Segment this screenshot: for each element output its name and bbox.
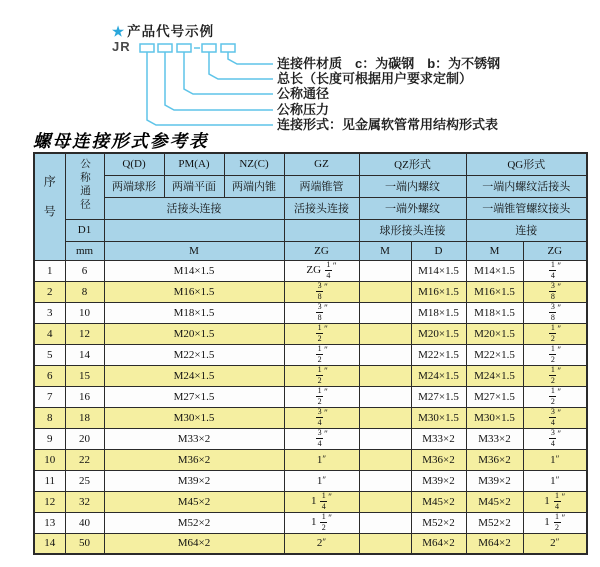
- cell-qg-m: M64×2: [466, 533, 523, 554]
- cell-qg-m: M22×1.5: [466, 344, 523, 365]
- cell-dn: 40: [65, 512, 104, 533]
- cell-qg-m: M20×1.5: [466, 323, 523, 344]
- table-row: [34, 491, 587, 512]
- cell-qg-zg: 1 $\frac{1}{4}$ ″: [523, 491, 587, 512]
- header-desc-gz: 两端锥管: [284, 175, 359, 197]
- callout-line: [147, 52, 273, 125]
- callout-line: [228, 52, 273, 64]
- cell-qg-m: M33×2: [466, 428, 523, 449]
- cell-no: 14: [34, 533, 65, 554]
- cell-qz-m: [359, 407, 411, 428]
- header-row-1: [34, 153, 587, 175]
- cell-qz-d: M52×2: [411, 512, 466, 533]
- cell-qg-zg: $\frac{3}{4}$ ″: [523, 407, 587, 428]
- cell-qz-m: [359, 512, 411, 533]
- cell-qg-zg: 1″: [523, 470, 587, 491]
- cell-dn: 25: [65, 470, 104, 491]
- header-row-4: [34, 219, 587, 241]
- star-icon: ★: [112, 24, 126, 39]
- header-xuhao: 序号: [34, 153, 65, 260]
- header-group-pm: PM(A): [164, 153, 224, 175]
- cell-qg-m: M45×2: [466, 491, 523, 512]
- header-gz-empty: [284, 219, 359, 241]
- cell-no: 8: [34, 407, 65, 428]
- table-row: [34, 428, 587, 449]
- callout-label-pressure: 公称压力: [277, 102, 330, 117]
- cell-no: 1: [34, 260, 65, 281]
- cell-m: M22×1.5: [104, 344, 284, 365]
- cell-qz-m: [359, 491, 411, 512]
- cell-m: M64×2: [104, 533, 284, 554]
- cell-gz: ZG $\frac{1}{4}$ ″: [284, 260, 359, 281]
- cell-dn: 8: [65, 281, 104, 302]
- cell-no: 5: [34, 344, 65, 365]
- cell-qz-m: [359, 386, 411, 407]
- cell-qg-zg: $\frac{3}{8}$ ″: [523, 302, 587, 323]
- header-mm: mm: [65, 241, 104, 260]
- code-box-icon: [202, 44, 216, 52]
- cell-qg-zg: $\frac{1}{2}$ ″: [523, 365, 587, 386]
- cell-gz: $\frac{3}{8}$ ″: [284, 281, 359, 302]
- header-d1-span: [104, 219, 284, 241]
- header-qg-title: QG形式: [466, 153, 587, 175]
- cell-qz-m: [359, 365, 411, 386]
- cell-no: 2: [34, 281, 65, 302]
- code-box-icon: [221, 44, 235, 52]
- product-code-heading-text: 产品代号示例: [127, 24, 215, 39]
- table-row: [34, 323, 587, 344]
- cell-m: M30×1.5: [104, 407, 284, 428]
- table-row: [34, 407, 587, 428]
- header-zg: ZG: [284, 241, 359, 260]
- cell-gz: $\frac{3}{4}$ ″: [284, 407, 359, 428]
- table-row: [34, 470, 587, 491]
- table-row: [34, 281, 587, 302]
- header-group-q: Q(D): [104, 153, 164, 175]
- cell-m: M18×1.5: [104, 302, 284, 323]
- cell-qg-m: M14×1.5: [466, 260, 523, 281]
- table-row: [34, 533, 587, 554]
- table-row: [34, 302, 587, 323]
- cell-qg-zg: 2″: [523, 533, 587, 554]
- header-qg-row4: 连接: [466, 219, 587, 241]
- cell-dn: 50: [65, 533, 104, 554]
- cell-dn: 32: [65, 491, 104, 512]
- cell-m: M27×1.5: [104, 386, 284, 407]
- cell-qz-d: M24×1.5: [411, 365, 466, 386]
- cell-m: M24×1.5: [104, 365, 284, 386]
- table-row: [34, 386, 587, 407]
- cell-no: 4: [34, 323, 65, 344]
- cell-qg-m: M30×1.5: [466, 407, 523, 428]
- header-qz-row2: 一端内螺纹: [359, 175, 466, 197]
- cell-gz: 1″: [284, 470, 359, 491]
- cell-no: 6: [34, 365, 65, 386]
- header-desc-pm: 两端平面: [164, 175, 224, 197]
- cell-qz-d: M14×1.5: [411, 260, 466, 281]
- header-qg-row2: 一端内螺纹活接头: [466, 175, 587, 197]
- reference-table: [33, 152, 588, 555]
- header-row-3: [34, 197, 587, 219]
- header-desc-q: 两端球形: [104, 175, 164, 197]
- cell-qg-zg: $\frac{1}{2}$ ″: [523, 323, 587, 344]
- header-qg-row3: 一端锥管螺纹接头: [466, 197, 587, 219]
- cell-no: 7: [34, 386, 65, 407]
- cell-qz-d: M20×1.5: [411, 323, 466, 344]
- cell-qz-d: M45×2: [411, 491, 466, 512]
- table-title: 螺母连接形式参考表: [33, 132, 209, 152]
- cell-qg-m: M18×1.5: [466, 302, 523, 323]
- cell-qg-zg: $\frac{1}{2}$ ″: [523, 344, 587, 365]
- cell-no: 3: [34, 302, 65, 323]
- cell-qz-d: M30×1.5: [411, 407, 466, 428]
- cell-dn: 10: [65, 302, 104, 323]
- cell-dn: 15: [65, 365, 104, 386]
- cell-m: M36×2: [104, 449, 284, 470]
- header-row-2: [34, 175, 587, 197]
- code-box-icon: [177, 44, 191, 52]
- cell-qz-m: [359, 323, 411, 344]
- cell-qg-m: M16×1.5: [466, 281, 523, 302]
- cell-m: M52×2: [104, 512, 284, 533]
- cell-dn: 6: [65, 260, 104, 281]
- cell-qg-zg: $\frac{3}{8}$ ″: [523, 281, 587, 302]
- product-code-prefix: JR: [112, 39, 131, 54]
- header-qz-row3: 一端外螺纹: [359, 197, 466, 219]
- cell-m: M33×2: [104, 428, 284, 449]
- header-desc-nz: 两端内锥: [224, 175, 284, 197]
- cell-qg-zg: 1 $\frac{1}{2}$ ″: [523, 512, 587, 533]
- cell-qz-m: [359, 344, 411, 365]
- cell-qg-zg: $\frac{1}{4}$ ″: [523, 260, 587, 281]
- cell-gz: 2″: [284, 533, 359, 554]
- header-row-mm: [34, 241, 587, 260]
- cell-qz-d: M36×2: [411, 449, 466, 470]
- header-group-nz: NZ(C): [224, 153, 284, 175]
- callout-label-length: 总长（长度可根据用户要求定制）: [277, 71, 473, 86]
- cell-qz-m: [359, 260, 411, 281]
- header-tongjing: 公称通径: [65, 153, 104, 219]
- cell-gz: 1 $\frac{1}{2}$ ″: [284, 512, 359, 533]
- cell-dn: 20: [65, 428, 104, 449]
- table-row: [34, 449, 587, 470]
- cell-no: 10: [34, 449, 65, 470]
- cell-gz: $\frac{1}{2}$ ″: [284, 386, 359, 407]
- cell-qz-m: [359, 449, 411, 470]
- cell-qg-zg: 1″: [523, 449, 587, 470]
- cell-gz: 1″: [284, 449, 359, 470]
- header-qz-title: QZ形式: [359, 153, 466, 175]
- cell-m: M45×2: [104, 491, 284, 512]
- cell-m: M14×1.5: [104, 260, 284, 281]
- callout-line: [165, 52, 273, 110]
- cell-dn: 16: [65, 386, 104, 407]
- cell-qz-m: [359, 470, 411, 491]
- header-qg-sub-m: M: [466, 241, 523, 260]
- cell-gz: $\frac{1}{2}$ ″: [284, 344, 359, 365]
- table-body: [34, 260, 587, 554]
- cell-gz: $\frac{3}{8}$ ″: [284, 302, 359, 323]
- cell-no: 13: [34, 512, 65, 533]
- callout-label-diameter: 公称通径: [277, 86, 330, 101]
- cell-qz-d: M64×2: [411, 533, 466, 554]
- callout-line: [209, 52, 273, 79]
- cell-qg-zg: $\frac{1}{2}$ ″: [523, 386, 587, 407]
- cell-dn: 18: [65, 407, 104, 428]
- cell-gz: $\frac{3}{4}$ ″: [284, 428, 359, 449]
- code-box-icon: [158, 44, 172, 52]
- cell-qg-m: M52×2: [466, 512, 523, 533]
- cell-qz-d: M16×1.5: [411, 281, 466, 302]
- cell-qz-m: [359, 428, 411, 449]
- table-row: [34, 365, 587, 386]
- cell-no: 9: [34, 428, 65, 449]
- table-row: [34, 260, 587, 281]
- callout-label-material: 连接件材质 c：为碳钢 b：为不锈钢: [277, 56, 501, 71]
- table-row: [34, 344, 587, 365]
- cell-qz-m: [359, 302, 411, 323]
- cell-qz-d: M18×1.5: [411, 302, 466, 323]
- header-qz-sub-d: D: [411, 241, 466, 260]
- cell-qz-d: M22×1.5: [411, 344, 466, 365]
- cell-gz: $\frac{1}{2}$ ″: [284, 323, 359, 344]
- cell-gz: 1 $\frac{1}{4}$ ″: [284, 491, 359, 512]
- cell-m: M20×1.5: [104, 323, 284, 344]
- cell-qz-m: [359, 281, 411, 302]
- cell-qz-d: M27×1.5: [411, 386, 466, 407]
- table-row: [34, 512, 587, 533]
- cell-dn: 14: [65, 344, 104, 365]
- header-d1: D1: [65, 219, 104, 241]
- code-box-icon: [140, 44, 154, 52]
- header-qz-row4: 球形接头连接: [359, 219, 466, 241]
- cell-qg-zg: $\frac{3}{4}$ ″: [523, 428, 587, 449]
- cell-m: M39×2: [104, 470, 284, 491]
- header-qz-sub-m: M: [359, 241, 411, 260]
- cell-m: M16×1.5: [104, 281, 284, 302]
- header-gz-union-connect: 活接头连接: [284, 197, 359, 219]
- header-group-gz: GZ: [284, 153, 359, 175]
- callout-label-connection: 连接形式：见金属软管常用结构形式表: [277, 117, 499, 132]
- cell-dn: 12: [65, 323, 104, 344]
- header-union-connect: 活接头连接: [104, 197, 284, 219]
- cell-qg-m: M36×2: [466, 449, 523, 470]
- cell-qz-m: [359, 533, 411, 554]
- cell-qg-m: M39×2: [466, 470, 523, 491]
- cell-qg-m: M24×1.5: [466, 365, 523, 386]
- cell-qz-d: M33×2: [411, 428, 466, 449]
- cell-no: 11: [34, 470, 65, 491]
- cell-qg-m: M27×1.5: [466, 386, 523, 407]
- cell-qz-d: M39×2: [411, 470, 466, 491]
- header-m: M: [104, 241, 284, 260]
- cell-gz: $\frac{1}{2}$ ″: [284, 365, 359, 386]
- cell-dn: 22: [65, 449, 104, 470]
- cell-no: 12: [34, 491, 65, 512]
- header-qg-sub-zg: ZG: [523, 241, 587, 260]
